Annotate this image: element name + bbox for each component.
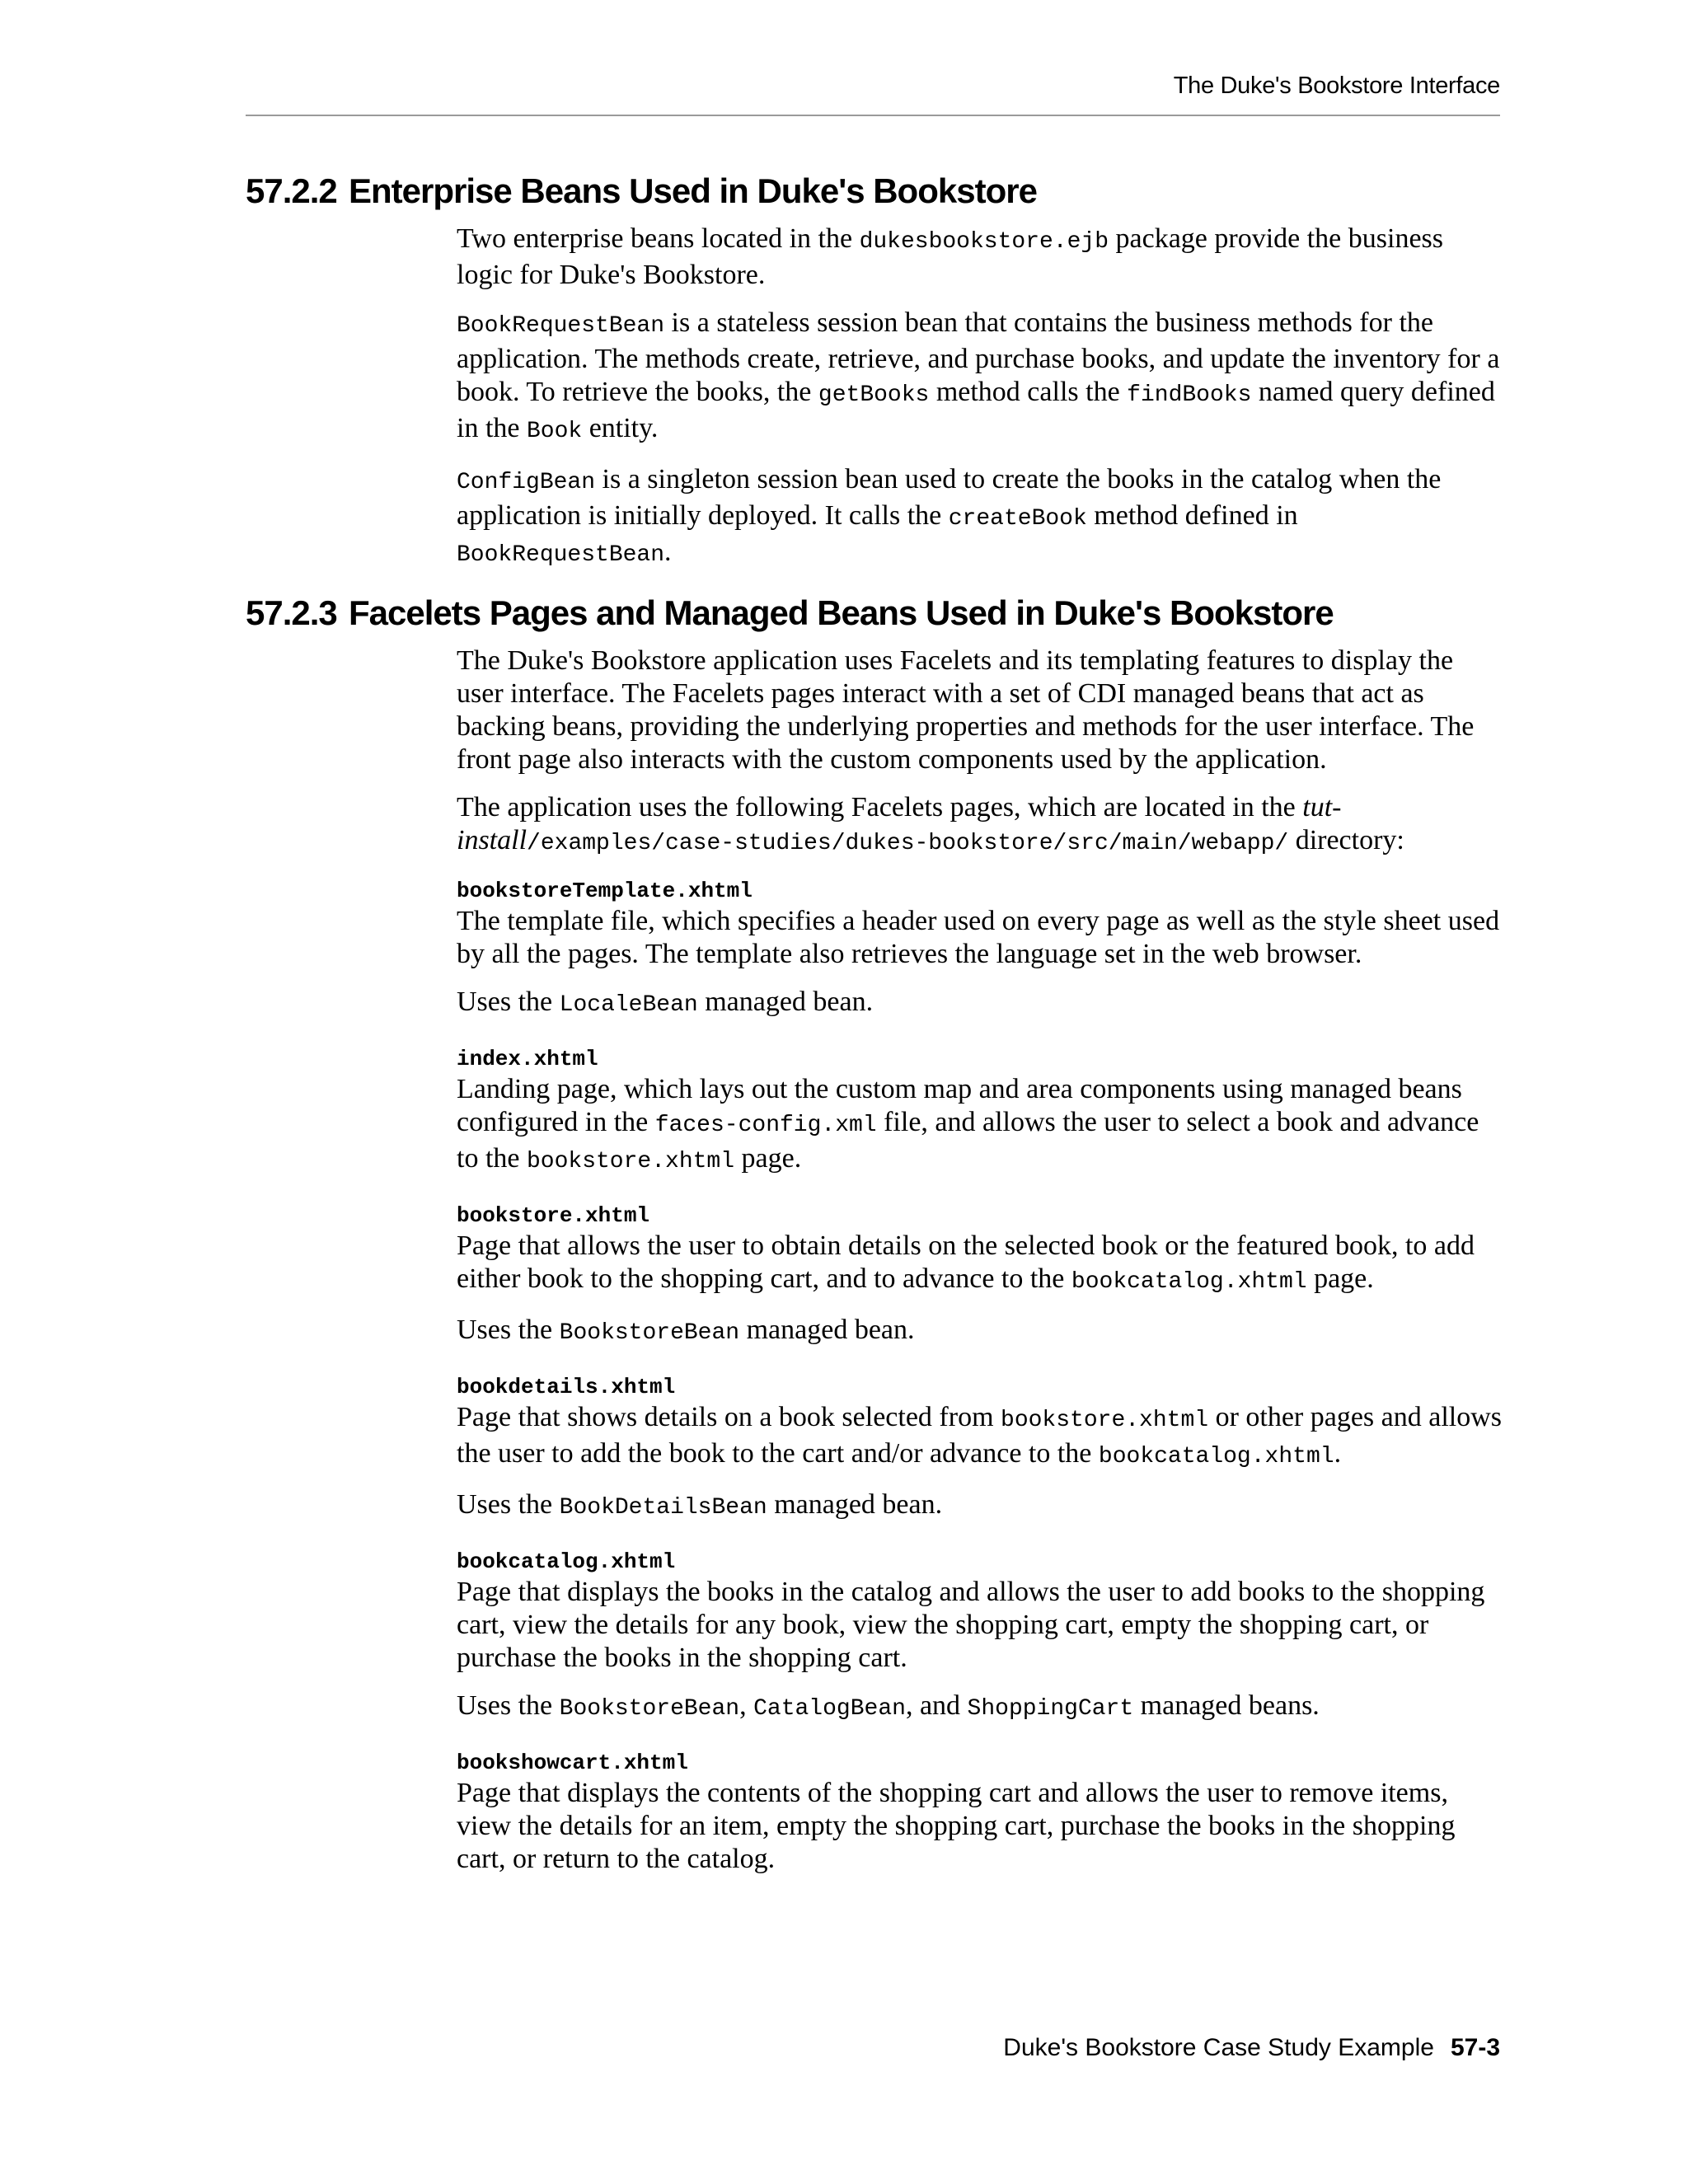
- term: bookstoreTemplate.xhtml: [457, 879, 753, 903]
- text: directory:: [1288, 825, 1404, 855]
- text: Uses the: [457, 1489, 560, 1520]
- uses-line: [457, 1314, 1503, 1350]
- text: is a stateless session bean that contains the business methods for the application. The methods create, retrieve, and purchase books, and update the inventory for a book. To retrieve the books, the: [457, 307, 1500, 407]
- code-text: ShoppingCart: [967, 1696, 1134, 1722]
- section-57-2-3-body: [457, 644, 1503, 1876]
- section-heading-57-2-2: [246, 171, 1037, 211]
- code-text: BookRequestBean: [457, 542, 665, 568]
- text: managed bean.: [739, 1315, 915, 1345]
- text: managed bean.: [767, 1489, 943, 1520]
- list-item: [457, 1548, 1503, 1726]
- description: [457, 1401, 1503, 1474]
- code-text: bookstore.xhtml: [526, 1149, 735, 1174]
- text: Uses the: [457, 1315, 560, 1345]
- code-text: Book: [526, 419, 583, 444]
- text: Uses the: [457, 1690, 560, 1721]
- text: Uses the: [457, 987, 560, 1017]
- text: file, and allows the user to select a book and advance to the: [457, 1107, 1479, 1174]
- text: , and: [905, 1690, 968, 1721]
- section-heading-57-2-3: [246, 593, 1334, 633]
- text: is a singleton session bean used to create the books in the catalog when the application is initially deployed. It calls the: [457, 464, 1442, 531]
- code-text: CatalogBean: [753, 1696, 906, 1722]
- code-text: LocaleBean: [559, 992, 698, 1018]
- term: bookdetails.xhtml: [457, 1375, 676, 1399]
- paragraph: [457, 791, 1503, 860]
- code-text: getBooks: [818, 382, 930, 408]
- page-number: 57-3: [1450, 2034, 1500, 2061]
- paragraph: [457, 223, 1503, 292]
- text: ,: [739, 1690, 754, 1721]
- code-text: bookcatalog.xhtml: [1071, 1269, 1307, 1295]
- code-text: findBooks: [1127, 382, 1252, 408]
- description: Page that displays the contents of the shopping cart and allows the user to remove items, view the details for an item, empty the shopping cart, purchase the books in the shopping cart, or return to the catalog.: [457, 1778, 1456, 1874]
- description: Page that displays the books in the catalog and allows the user to add books to the shopping cart, view the details for any book, view the shopping cart, empty the shopping cart, or purchase the books in the shopping cart.: [457, 1577, 1485, 1673]
- paragraph: [457, 307, 1503, 448]
- text: managed bean.: [697, 987, 874, 1017]
- paragraph: [457, 463, 1503, 572]
- code-text: BookstoreBean: [559, 1320, 740, 1346]
- code-text: /examples/case-studies/dukes-bookstore/src/main/webapp/: [527, 831, 1289, 856]
- text: page.: [1306, 1263, 1374, 1294]
- uses-line: [457, 986, 1503, 1022]
- text: page.: [734, 1143, 802, 1174]
- code-text: BookRequestBean: [457, 313, 665, 339]
- footer-title: Duke's Bookstore Case Study Example: [1003, 2034, 1434, 2061]
- term: bookstore.xhtml: [457, 1203, 650, 1228]
- paragraph: The Duke's Bookstore application uses Facelets and its templating features to display the user interface. The Facelets pages interact with a set of CDI managed beans that act as backing beans, providing the underlying properties and methods for the user interface. The front page also interacts with the custom components used by the application.: [457, 645, 1475, 775]
- section-title: Facelets Pages and Managed Beans Used in Duke's Bookstore: [349, 593, 1334, 632]
- term: index.xhtml: [457, 1047, 598, 1071]
- text: Two enterprise beans located in the: [457, 223, 860, 254]
- description: [457, 1230, 1503, 1299]
- list-item: [457, 1749, 1503, 1876]
- text: package provide the business logic for Duke's Bookstore.: [457, 223, 1444, 290]
- description: [457, 1073, 1503, 1179]
- code-text: BookDetailsBean: [559, 1495, 767, 1521]
- term: bookshowcart.xhtml: [457, 1750, 688, 1775]
- running-header: The Duke's Bookstore Interface: [1173, 73, 1500, 99]
- header-rule: [246, 115, 1500, 116]
- list-item: [457, 1373, 1503, 1525]
- list-item: [457, 1202, 1503, 1350]
- code-text: BookstoreBean: [559, 1696, 740, 1722]
- italic-text: tut-install: [457, 792, 1342, 855]
- code-text: bookcatalog.xhtml: [1098, 1444, 1334, 1469]
- text: method defined in: [1086, 500, 1298, 531]
- list-item: [457, 1045, 1503, 1179]
- code-text: createBook: [948, 506, 1087, 532]
- section-number: 57.2.3: [246, 593, 337, 632]
- code-text: faces-config.xml: [654, 1113, 877, 1138]
- section-57-2-2-body: [457, 223, 1503, 572]
- text: .: [664, 537, 672, 567]
- text: .: [1334, 1438, 1342, 1469]
- text: Page that shows details on a book selected from: [457, 1402, 1001, 1432]
- text: managed beans.: [1133, 1690, 1320, 1721]
- code-text: bookstore.xhtml: [1001, 1408, 1209, 1433]
- text: The application uses the following Facelets pages, which are located in the: [457, 792, 1303, 823]
- page-footer: [1003, 2034, 1500, 2062]
- code-text: dukesbookstore.ejb: [859, 229, 1109, 255]
- text: Page that allows the user to obtain details on the selected book or the featured book, to add either book to the shopping cart, and to advance to the: [457, 1230, 1475, 1294]
- text: method calls the: [929, 377, 1128, 407]
- text: entity.: [582, 413, 659, 443]
- section-title: Enterprise Beans Used in Duke's Bookstore: [349, 171, 1037, 210]
- section-number: 57.2.2: [246, 171, 337, 210]
- text: Landing page, which lays out the custom map and area components using managed beans configured in the: [457, 1074, 1462, 1137]
- list-item: [457, 877, 1503, 1022]
- code-text: ConfigBean: [457, 470, 596, 495]
- uses-line: [457, 1488, 1503, 1525]
- description: The template file, which specifies a header used on every page as well as the style sheet used by all the pages. The template also retrieves the language set in the web browser.: [457, 906, 1500, 969]
- uses-line: [457, 1690, 1503, 1726]
- text: or other pages and allows the user to add the book to the cart and/or advance to the: [457, 1402, 1503, 1469]
- text: named query defined in the: [457, 377, 1495, 443]
- term: bookcatalog.xhtml: [457, 1549, 676, 1574]
